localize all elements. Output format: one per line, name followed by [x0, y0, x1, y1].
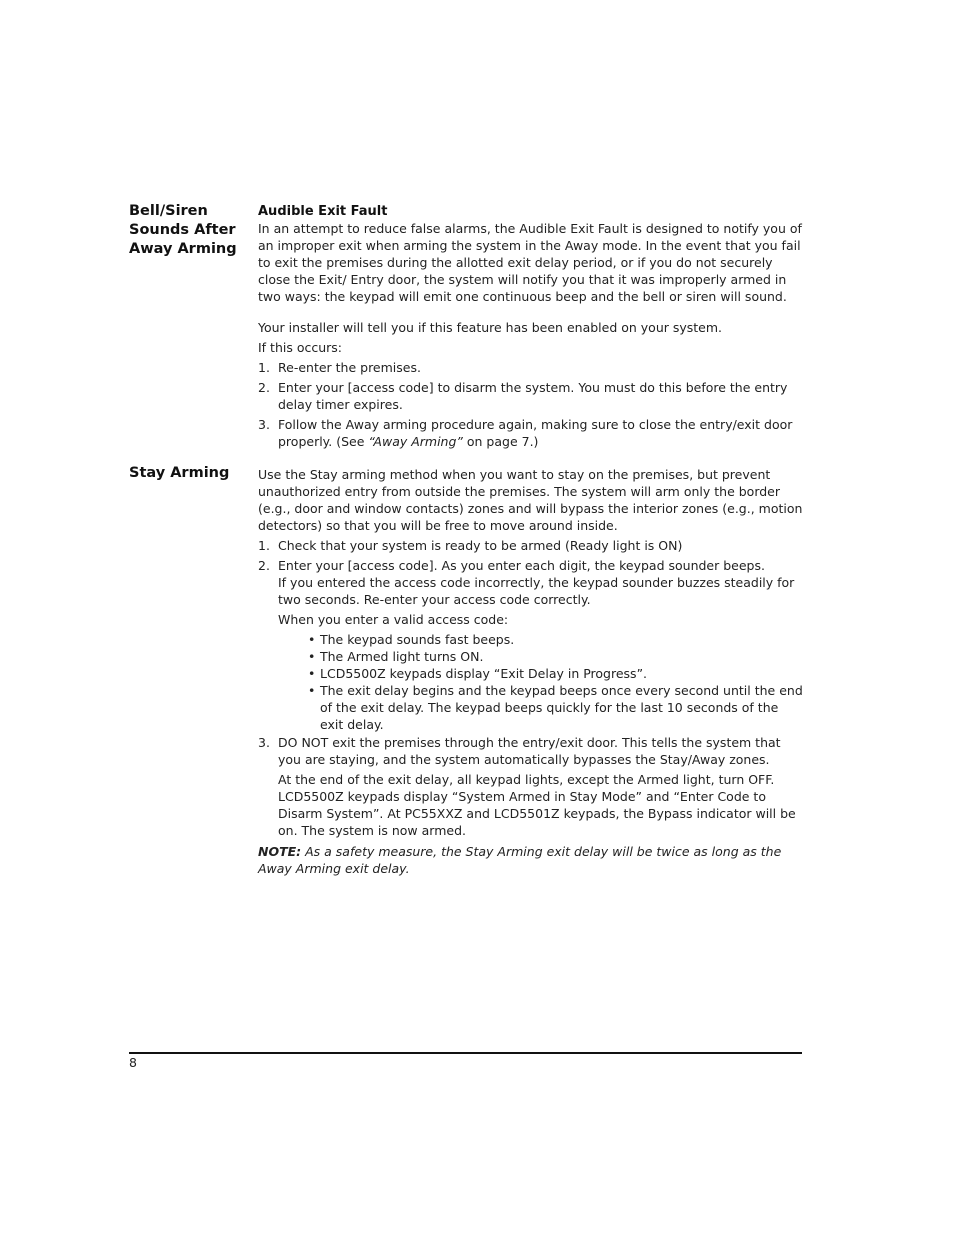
- paragraph: Your installer will tell you if this feature has been enabled on your system.: [258, 320, 723, 335]
- bullet-icon: •: [308, 632, 316, 647]
- list-item: [258, 416, 803, 450]
- list-text: on page 7.): [462, 434, 539, 449]
- note: [258, 843, 803, 877]
- list-text: Check that your system is ready to be armed (Ready light is ON): [278, 538, 683, 553]
- title-line: Sounds After: [129, 222, 236, 238]
- bullet-item: [258, 682, 803, 733]
- list-number: 1.: [258, 538, 270, 553]
- list-number: 1.: [258, 360, 270, 375]
- section-title-stay-arming: Stay Arming: [129, 465, 230, 481]
- list-text: Enter your [access code] to disarm the system. You must do this before the entry delay timer expires.: [278, 380, 788, 412]
- list-item: [258, 359, 803, 376]
- bullet-icon: •: [308, 666, 316, 681]
- title-line: Away Arming: [129, 241, 237, 257]
- paragraph: When you enter a valid access code:: [278, 612, 509, 627]
- list-item: [258, 734, 803, 768]
- bullet-text: The keypad sounds fast beeps.: [320, 632, 515, 647]
- paragraph: At the end of the exit delay, all keypad lights, except the Armed light, turn OFF. LCD5500Z keypads display “System Armed in Stay Mode” and “Enter Code to Disarm System”. At PC55XXZ and LCD5501Z keypads, the Bypass indicator will be on. The system is now armed.: [278, 772, 796, 838]
- list-text: DO NOT exit the premises through the entry/exit door. This tells the system that you are staying, and the system automatically bypasses the Stay/Away zones.: [278, 735, 781, 767]
- list-number: 3.: [258, 417, 270, 432]
- bullet-icon: •: [308, 649, 316, 664]
- page-number: 8: [129, 1055, 137, 1070]
- note-text: As a safety measure, the Stay Arming exit delay will be twice as long as the Away Arming exit delay.: [258, 844, 782, 876]
- bullet-item: [258, 648, 803, 665]
- paragraph: Use the Stay arming method when you want to stay on the premises, but prevent unauthorized entry from outside the premises. The system will arm only the border (e.g., door and window contacts) zones and will bypass the interior zones (e.g., motion detectors) so that you will be free to move around inside.: [258, 467, 803, 533]
- list-text: Re-enter the premises.: [278, 360, 421, 375]
- bullet-item: [258, 665, 803, 682]
- paragraph: If this occurs:: [258, 340, 343, 355]
- bullet-text: LCD5500Z keypads display “Exit Delay in Progress”.: [320, 666, 648, 681]
- subheading: Audible Exit Fault: [258, 204, 388, 219]
- list-text: Follow the Away arming procedure again, making sure to close the entry/exit door properly. (See: [278, 417, 793, 449]
- list-number: 2.: [258, 558, 270, 573]
- list-item: [258, 557, 803, 574]
- note-label: NOTE:: [258, 844, 302, 859]
- list-item: [258, 537, 803, 554]
- section-title-bell-siren: [129, 202, 247, 259]
- section-body-bell-siren: [258, 203, 803, 450]
- paragraph: If you entered the access code incorrectly, the keypad sounder buzzes steadily for two seconds. Re-enter your access code correctly.: [278, 575, 795, 607]
- list-number: 3.: [258, 735, 270, 750]
- cross-reference: “Away Arming”: [368, 434, 463, 449]
- bullet-text: The exit delay begins and the keypad beeps once every second until the end of the exit delay. The keypad beeps quickly for the last 10 seconds of the exit delay.: [320, 683, 803, 732]
- bullet-icon: •: [308, 683, 316, 698]
- title-line: Bell/Siren: [129, 203, 208, 219]
- paragraph: In an attempt to reduce false alarms, the Audible Exit Fault is designed to notify you of an improper exit when arming the system in the Away mode. In the event that you fail to exit the premises during the allotted exit delay period, or if you do not securely close the Exit/ Entry door, the system will notify you that it was improperly armed in two ways: the keypad will emit one continuous beep and the bell or siren will sound.: [258, 221, 802, 304]
- bullet-text: The Armed light turns ON.: [320, 649, 484, 664]
- bullet-item: [258, 631, 803, 648]
- footer-rule: [129, 1052, 802, 1054]
- section-body-stay-arming: [258, 466, 803, 877]
- list-number: 2.: [258, 380, 270, 395]
- list-text: Enter your [access code]. As you enter each digit, the keypad sounder beeps.: [278, 558, 765, 573]
- list-item: [258, 379, 803, 413]
